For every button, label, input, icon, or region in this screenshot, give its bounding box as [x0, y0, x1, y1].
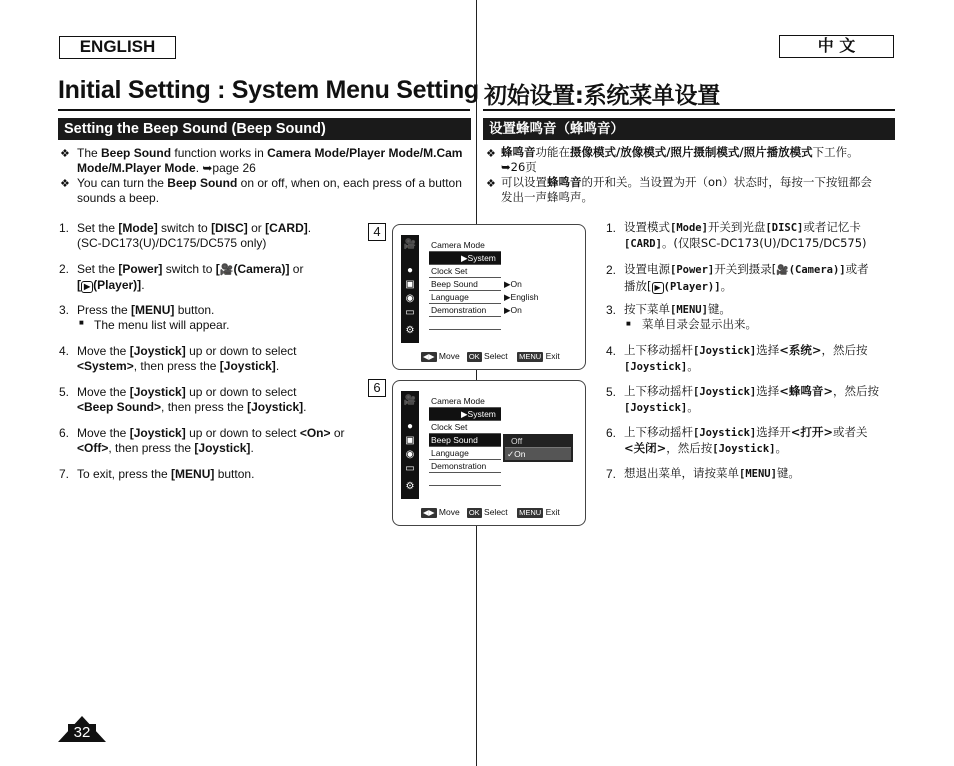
menu-key: MENU — [519, 351, 542, 361]
step-num: 7. — [59, 467, 70, 481]
demonstration-value: ▶On — [504, 305, 522, 315]
step-num: 6. — [606, 426, 617, 440]
square-bullet-icon: ■ — [626, 319, 631, 328]
step-num: 2. — [606, 263, 617, 277]
step-cn-4: 上下移动摇杆[Joystick]选择<系统>，然后按 [Joystick]。 — [624, 343, 868, 373]
page-number-badge — [58, 716, 106, 742]
menu-header: Camera Mode — [429, 239, 501, 252]
page-title-cn: 初始设置:系统菜单设置 — [484, 83, 720, 109]
footer-hints: ◀▶ Move OK Select MENU Exit — [423, 507, 560, 517]
ok-key: OK — [468, 507, 480, 517]
play-icon: ▶ — [652, 282, 664, 294]
step-num: 1. — [606, 221, 617, 235]
menu-item-beep-sound[interactable]: Beep Sound — [429, 278, 501, 291]
step-cn-7: 想退出菜单，请按菜单[MENU]键。 — [624, 466, 800, 480]
step-num: 6. — [59, 426, 70, 440]
step-num: 2. — [59, 262, 70, 276]
menu-item-clock-set[interactable]: Clock Set — [429, 421, 501, 434]
disc-icon: ◉ — [405, 293, 415, 304]
step-num: 4. — [59, 344, 70, 358]
menu-item-language[interactable]: Language — [429, 291, 501, 304]
step-num: 7. — [606, 467, 617, 481]
camera-icon: 🎥 — [776, 265, 789, 276]
step-en-3: Press the [MENU] button. — [77, 303, 215, 317]
page-number: 32 — [73, 724, 91, 741]
menu-item-system[interactable]: ▶System — [429, 252, 501, 265]
settings-icon: ⚙ — [405, 481, 415, 492]
step-cn-1: 设置模式[Mode]开关到光盘[DISC]或者记忆卡 [CARD]。(仅限SC-DC173(U)/DC175/DC575) — [624, 220, 867, 250]
step-cn-3: 按下菜单[MENU]键。 — [624, 302, 731, 316]
option-on[interactable]: ✓On — [505, 448, 571, 460]
square-bullet-icon: ■ — [79, 318, 84, 327]
section-heading-cn: 设置蜂鸣音（蜂鸣音） — [483, 118, 895, 140]
step-cn-6: 上下移动摇杆[Joystick]选择开<打开>或者关 <关闭>，然后按[Joystick]。 — [624, 425, 868, 455]
intro-cn-2: 可以设置蜂鸣音的开和关。当设置为开（on）状态时，每按一下按钮都会 发出一声蜂鸣声。 — [501, 175, 872, 204]
intro-en-2: You can turn the Beep Sound on or off, when on, each press of a button sounds a beep. — [77, 176, 462, 205]
page-title-en: Initial Setting : System Menu Setting — [58, 76, 479, 104]
play-icon: ▶ — [81, 281, 93, 293]
intro-cn-1: 蜂鸣音功能在摄像模式/放像模式/照片摄制模式/照片播放模式下工作。 ➥26页 — [501, 145, 859, 174]
title-rule-en — [58, 109, 470, 111]
step-num: 5. — [59, 385, 70, 399]
menu-item-demonstration[interactable]: Demonstration — [429, 304, 501, 317]
camera-mode-icon: 🎥 — [403, 239, 417, 250]
screen-step-tag: 4 — [368, 223, 386, 241]
ok-key: OK — [468, 351, 480, 361]
step-en-6: Move the [Joystick] up or down to select <On> or <Off>, then press the [Joystick]. — [77, 426, 345, 455]
tv-icon: ▭ — [405, 307, 415, 318]
step-en-4: Move the [Joystick] up or down to select <System>, then press the [Joystick]. — [77, 344, 297, 373]
step-en-7: To exit, press the [MENU] button. — [77, 467, 255, 481]
menu-item-empty — [429, 317, 501, 330]
record-icon: ● — [406, 421, 414, 432]
menu-item-language[interactable]: Language — [429, 447, 501, 460]
bullet-icon: ❖ — [60, 148, 70, 160]
intro-en-1: The Beep Sound function works in Camera Mode/Player Mode/M.Cam Mode/M.Player Mode. ➥page 26 — [77, 146, 463, 175]
step-cn-2: 设置电源[Power]开关到摄录[🎥(Camera)]或者 播放[ ▶ (Player)]。 — [624, 262, 869, 293]
menu-item-beep-sound[interactable]: Beep Sound — [429, 434, 501, 447]
step-num: 4. — [606, 344, 617, 358]
mode-icon-strip — [401, 391, 419, 499]
step-num: 3. — [59, 303, 70, 317]
bullet-icon: ❖ — [60, 178, 70, 190]
step-cn-5: 上下移动摇杆[Joystick]选择<蜂鸣音>，然后按 [Joystick]。 — [624, 384, 879, 414]
step-num: 3. — [606, 303, 617, 317]
section-heading-en: Setting the Beep Sound (Beep Sound) — [58, 118, 471, 140]
option-off[interactable]: Off — [505, 435, 571, 448]
record-icon: ● — [406, 265, 414, 276]
mode-icon-strip — [401, 235, 419, 343]
step-num: 5. — [606, 385, 617, 399]
footer-hints: ◀▶ Move OK Select MENU Exit — [423, 351, 560, 361]
joystick-icon: ◀▶ — [423, 351, 435, 361]
chinese-label: 中 文 — [779, 35, 894, 58]
step-en-3-sub: The menu list will appear. — [94, 318, 230, 332]
bullet-icon: ❖ — [486, 148, 496, 160]
menu-screen-step4 — [392, 224, 586, 370]
step-en-5: Move the [Joystick] up or down to select <Beep Sound>, then press the [Joystick]. — [77, 385, 307, 414]
title-rule-cn — [483, 109, 895, 111]
menu-header: Camera Mode — [429, 395, 501, 408]
step-en-2: Set the [Power] switch to [🎥(Camera)] or [ ▶ (Player)]. — [77, 262, 304, 292]
beep-sound-value: ▶On — [504, 279, 522, 289]
menu-item-demonstration[interactable]: Demonstration — [429, 460, 501, 473]
camera-mode-icon: 🎥 — [403, 395, 417, 406]
menu-item-empty — [429, 473, 501, 486]
camera-icon: ▣ — [405, 435, 415, 446]
camera-icon: 🎥 — [219, 264, 234, 276]
settings-icon: ⚙ — [405, 325, 415, 336]
step-en-1: Set the [Mode] switch to [DISC] or [CARD]. (SC-DC173(U)/DC175/DC575 only) — [77, 221, 312, 250]
menu-key: MENU — [519, 507, 542, 517]
menu-screen-step6 — [392, 380, 586, 526]
bullet-icon: ❖ — [486, 178, 496, 190]
menu-item-clock-set[interactable]: Clock Set — [429, 265, 501, 278]
camera-icon: ▣ — [405, 279, 415, 290]
disc-icon: ◉ — [405, 449, 415, 460]
screen-step-tag: 6 — [368, 379, 386, 397]
tv-icon: ▭ — [405, 463, 415, 474]
english-label: ENGLISH — [59, 36, 176, 59]
language-value: ▶English — [504, 292, 539, 302]
step-cn-3-sub: 菜单目录会显示出来。 — [642, 317, 757, 331]
step-num: 1. — [59, 221, 70, 235]
menu-item-system[interactable]: ▶System — [429, 408, 501, 421]
joystick-icon: ◀▶ — [423, 507, 435, 517]
